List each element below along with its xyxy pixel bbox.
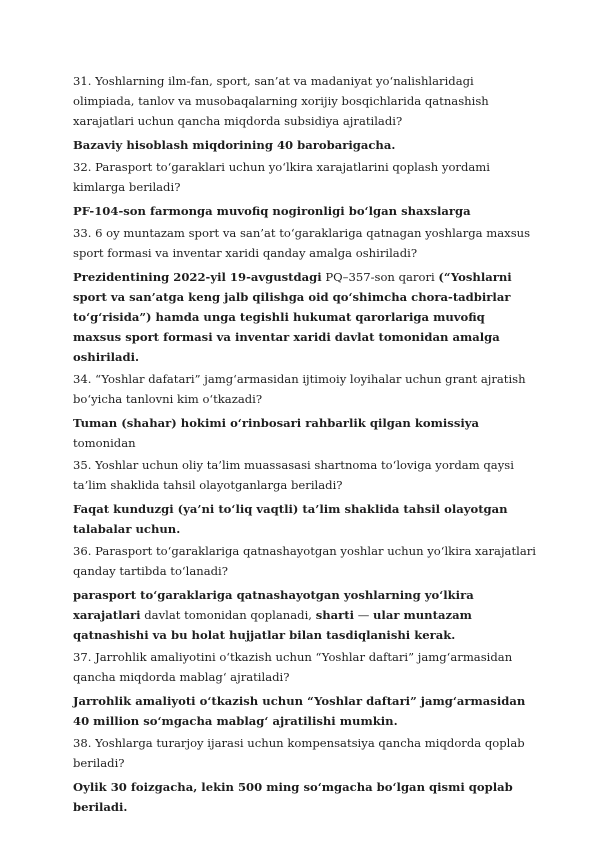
answer-33 (73, 267, 536, 367)
answer-35-text: Faqat kunduzgi (ya’ni to‘liq vaqtli) ta’lim shaklida tahsil olayotgan talabalar uchun. (73, 502, 508, 536)
question-33: 33. 6 oy muntazam sport va san’at to‘garaklariga qatnagan yoshlarga maxsus sport formasi va inventar xaridi qanday amalga oshiriladi? (73, 226, 531, 260)
answer-34 (73, 413, 536, 453)
answer-33-part-2: PQ–357-son qarori (321, 270, 439, 284)
answer-36-part-4: — (354, 608, 373, 622)
answer-38-text: Oylik 30 foizgacha, lekin 500 ming so‘mgacha bo‘lgan qismi qoplab beriladi. (73, 780, 513, 814)
answer-33-part-1: Prezidentining 2022-yil 19-avgustdagi (73, 270, 322, 284)
answer-36-part-3: sharti (315, 608, 355, 622)
question-31: 31. Yoshlarning ilm-fan, sport, san’at va madaniyat yo‘nalishlaridagi olimpiada, tanlov va musobaqalarning xorijiy bosqichlarida qatnashish xarajatlari uchun qancha miqdorda subsidiya ajratiladi? (73, 74, 489, 128)
answer-37 (73, 691, 536, 731)
answer-36-part-1: parasport to‘garaklariga qatnashayotgan yoshlarning yo‘lkira xarajatlari (73, 588, 474, 622)
question-36: 36. Parasport to‘garaklariga qatnashayotgan yoshlar uchun yo‘lkira xarajatlari qanday tartibda to‘lanadi? (73, 544, 536, 578)
answer-36-part-5: ular muntazam qatnashishi va bu holat hujjatlar bilan tasdiqlanishi kerak. (73, 608, 472, 642)
answer-34-part-1: Tuman (shahar) hokimi o‘rinbosari rahbarlik qilgan komissiya (73, 416, 480, 430)
answer-32-text: PF-104-son farmonga muvofiq nogironligi bo‘lgan shaxslarga (73, 204, 471, 218)
answer-32 (73, 201, 536, 221)
answer-34-part-2: tomonidan (73, 436, 136, 450)
answer-36-part-2: davlat tomonidan qoplanadi, (140, 608, 316, 622)
question-37: 37. Jarrohlik amaliyotini o‘tkazish uchun “Yoshlar daftari” jamg‘armasidan qancha miqdorda mablag‘ ajratiladi? (73, 650, 513, 684)
answer-31 (73, 135, 536, 155)
answer-33-part-3: (“Yoshlarni sport va san’atga keng jalb qilishga oid qo‘shimcha chora-tadbirlar to‘g‘risida”) hamda unga tegishli hukumat qarorlariga muvofiq maxsus sport formasi va inventar xaridi davlat tomonidan amalga oshiriladi. (73, 270, 512, 364)
answer-38 (73, 777, 536, 817)
answer-36 (73, 585, 536, 645)
question-35: 35. Yoshlar uchun oliy ta’lim muassasasi shartnoma to‘loviga yordam qaysi ta’lim shaklida tahsil olayotganlarga beriladi? (73, 458, 514, 492)
question-38: 38. Yoshlarga turarjoy ijarasi uchun kompensatsiya qancha miqdorda qoplab beriladi? (73, 736, 525, 770)
answer-35 (73, 499, 536, 539)
question-32: 32. Parasport to‘garaklari uchun yo‘lkira xarajatlarini qoplash yordami kimlarga beriladi? (73, 160, 490, 194)
question-34: 34. “Yoshlar dafatari” jamg‘armasidan ijtimoiy loyihalar uchun grant ajratish bo‘yicha tanlovni kim o‘tkazadi? (73, 372, 526, 406)
answer-37-text: Jarrohlik amaliyoti o‘tkazish uchun “Yoshlar daftari” jamg‘armasidan 40 million so‘mgacha mablag‘ ajratilishi mumkin. (73, 694, 526, 728)
answer-31-text: Bazaviy hisoblash miqdorining 40 barobarigacha. (73, 138, 396, 152)
